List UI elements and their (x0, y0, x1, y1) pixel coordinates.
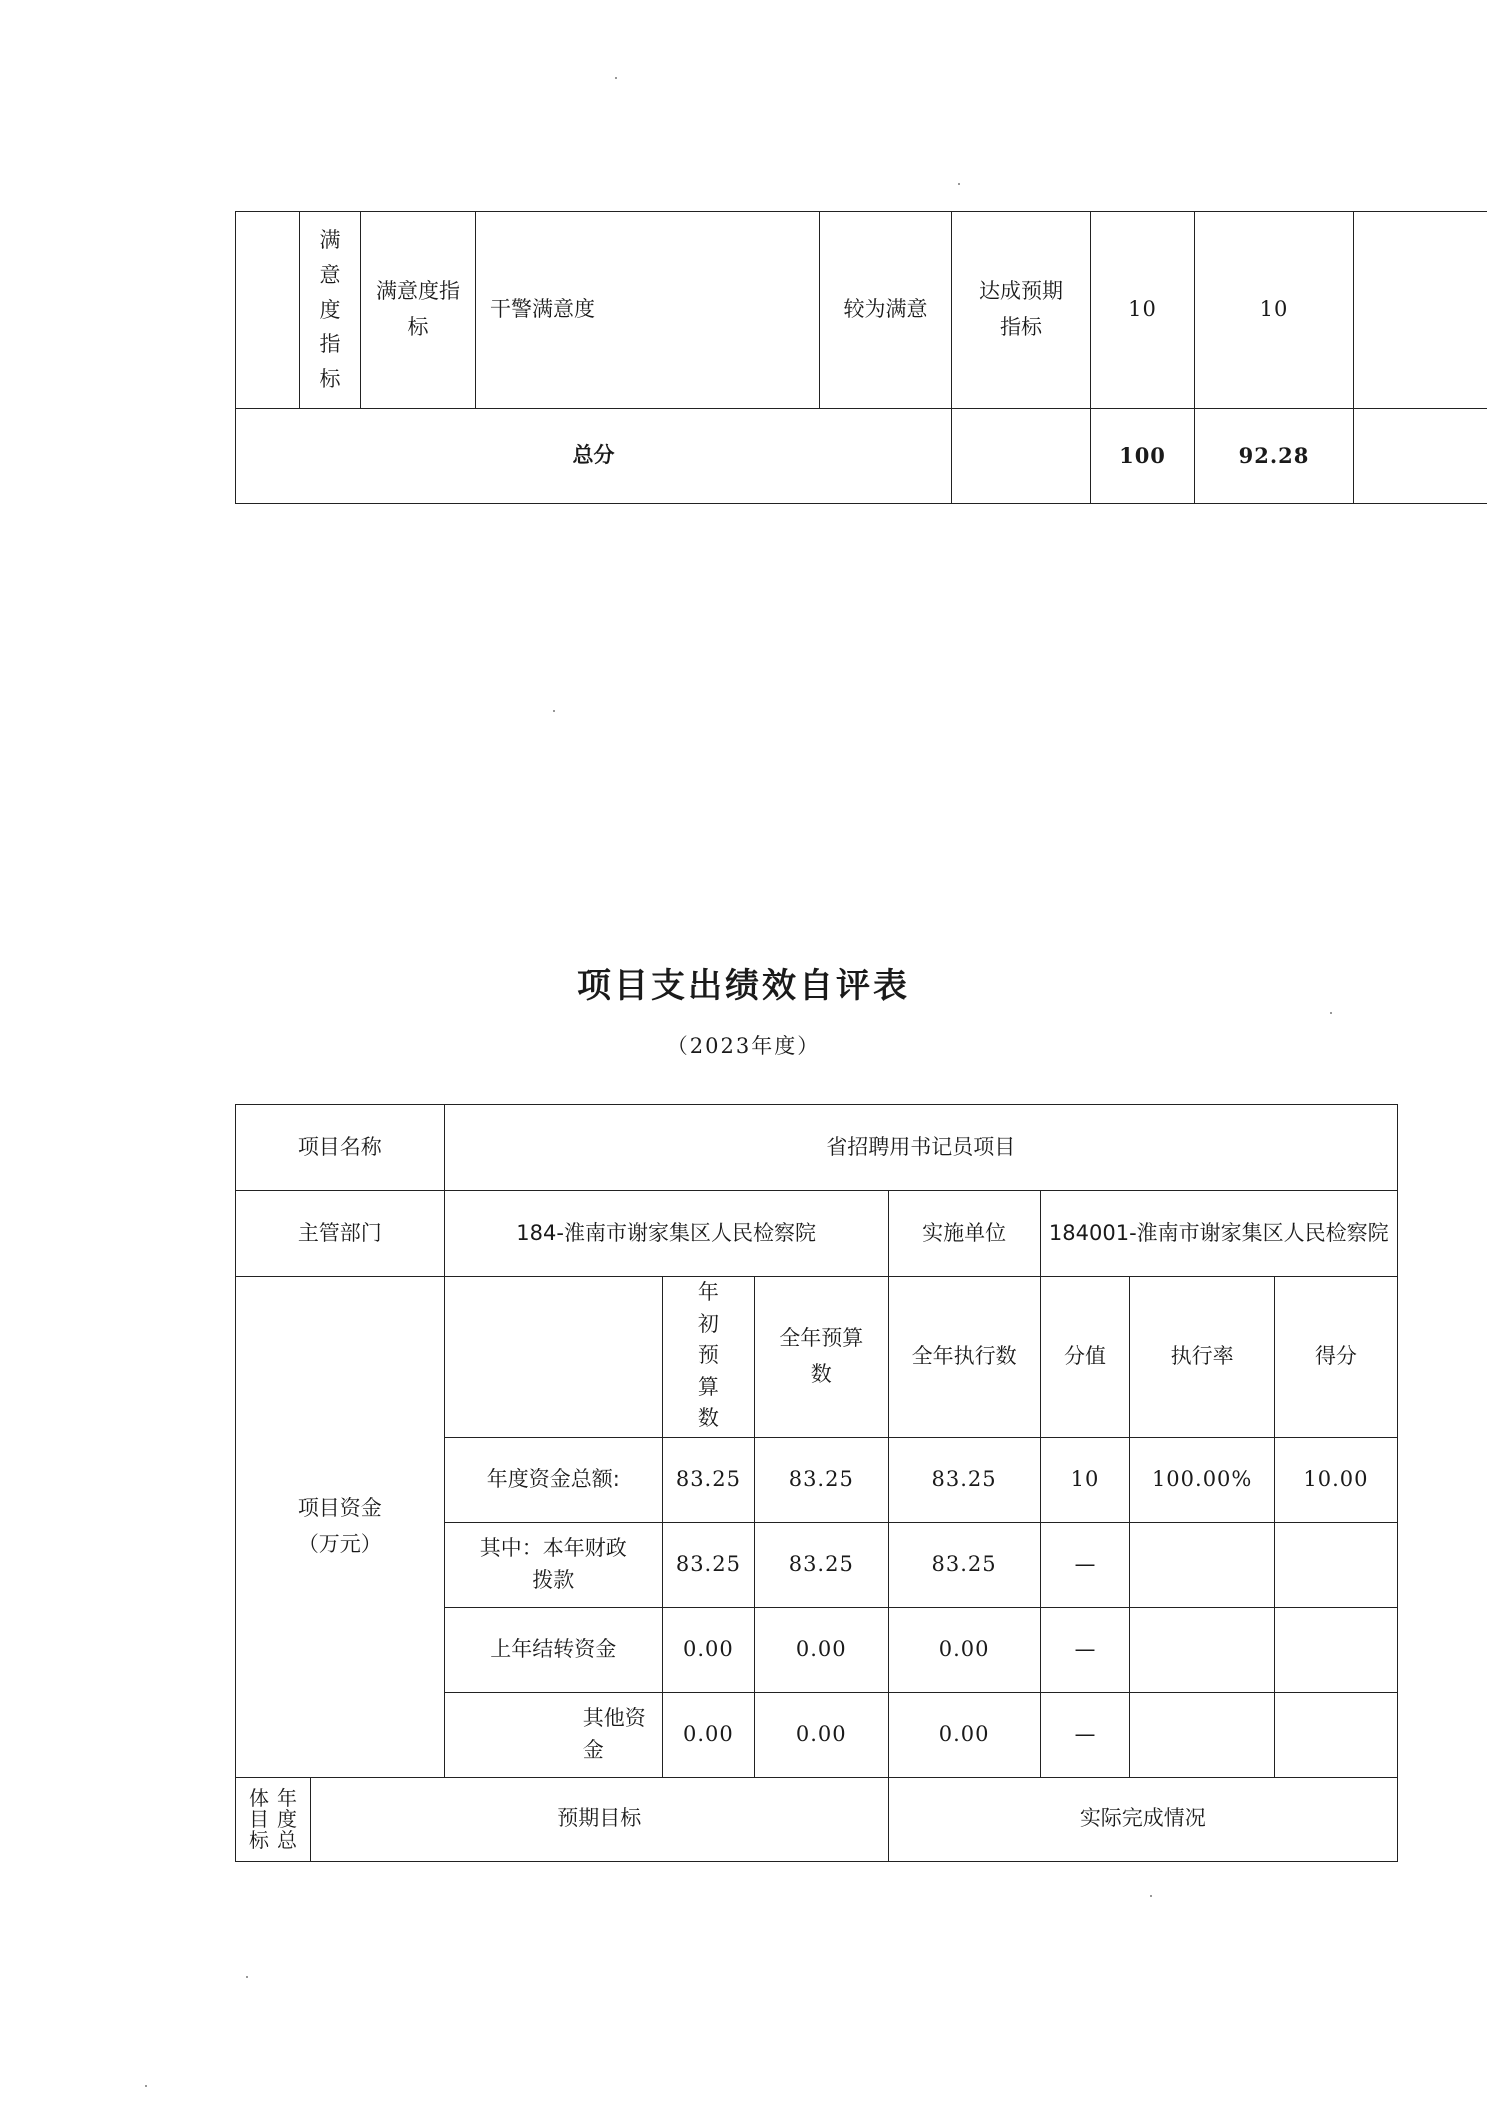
scan-speck (958, 183, 960, 185)
document-year: （2023年度） (666, 1034, 821, 1058)
weight-cell (1091, 212, 1195, 409)
project-name-label: 项目名称 (297, 1134, 382, 1159)
cell-value: — (1074, 1551, 1096, 1576)
table-cell (1274, 1522, 1397, 1607)
table-cell (662, 1522, 754, 1607)
total-weight-cell (1091, 409, 1195, 504)
header-weight (1040, 1277, 1130, 1438)
table-cell (1130, 1607, 1274, 1692)
scan-speck (1150, 1895, 1152, 1897)
weight-text: 10 (1128, 297, 1157, 322)
table-cell (1274, 1692, 1397, 1777)
table-cell (754, 1692, 888, 1777)
row-label: 年度资金总额: (486, 1466, 620, 1491)
scan-speck (145, 2085, 147, 2087)
row-label: 其中：本年财政拨款 (479, 1536, 627, 1592)
funds-label-cell (236, 1277, 445, 1778)
dept-label-cell (236, 1191, 445, 1277)
cell-value: 100.00% (1151, 1466, 1253, 1491)
project-name: 省招聘用书记员项目 (826, 1134, 1016, 1159)
table-cell (1130, 1522, 1274, 1607)
row-label: 其他资金 (582, 1706, 646, 1762)
cell-value: 0.00 (683, 1636, 734, 1661)
actual-text: 达成预期指标 (978, 279, 1063, 339)
funds-unit: （万元） (297, 1531, 382, 1556)
header-rate (1130, 1277, 1274, 1438)
header-initial-budget (662, 1277, 754, 1438)
row-carryover-label-cell (444, 1607, 662, 1692)
total-remarks-cell (1354, 409, 1487, 504)
funds-label: 项目资金 (297, 1496, 382, 1521)
goal-expected-cell (310, 1777, 888, 1861)
sub-category-text: 满意度指标 (376, 279, 460, 339)
table-cell (1040, 1607, 1130, 1692)
cell-value: — (1074, 1721, 1096, 1746)
score-cell (1195, 212, 1354, 409)
cell-value: 0.00 (795, 1721, 847, 1746)
table-cell (888, 1607, 1040, 1692)
total-score: 92.28 (1238, 443, 1310, 469)
table-cell (1040, 1692, 1130, 1777)
total-label: 总分 (572, 443, 615, 468)
total-label-cell (236, 409, 952, 504)
header-score (1274, 1277, 1397, 1438)
header-annual-budget-text: 全年预算数 (779, 1326, 864, 1386)
cell-value: — (1074, 1636, 1096, 1661)
row-label: 上年结转资金 (490, 1636, 617, 1661)
impl-label-cell (888, 1191, 1040, 1277)
target-text: 较为满意 (843, 297, 928, 322)
impl-label: 实施单位 (922, 1220, 1007, 1245)
cell-value: 10 (1070, 1466, 1100, 1491)
total-empty-cell (952, 409, 1091, 504)
scan-speck (1330, 1012, 1332, 1014)
header-blank-cell (444, 1277, 662, 1438)
cell-value: 83.25 (788, 1466, 854, 1491)
project-name-cell (444, 1105, 1397, 1191)
dept-name: 184-淮南市谢家集区人民检察院 (516, 1220, 816, 1245)
goal-actual-cell (888, 1777, 1397, 1861)
header-executed-text: 全年执行数 (911, 1344, 1017, 1368)
table-cell (754, 1607, 888, 1692)
row-total-label-cell (444, 1437, 662, 1522)
total-score-cell (1195, 409, 1354, 504)
cell-value: 0.00 (683, 1721, 734, 1746)
table-cell (888, 1437, 1040, 1522)
header-weight-text: 分值 (1064, 1344, 1106, 1368)
remarks-cell (1354, 212, 1487, 409)
table-cell (888, 1692, 1040, 1777)
header-rate-text: 执行率 (1170, 1344, 1234, 1368)
document-title: 项目支出绩效自评表 (577, 966, 910, 1006)
target-cell (820, 212, 952, 409)
cell-value: 0.00 (938, 1636, 990, 1661)
cell-value: 83.25 (788, 1551, 854, 1576)
project-name-label-cell (236, 1105, 445, 1191)
score-table-continued (235, 211, 1487, 504)
score-text: 10 (1259, 297, 1289, 322)
table-cell (1040, 1522, 1130, 1607)
impl-unit-cell (1040, 1191, 1397, 1277)
evaluation-table (235, 1104, 1398, 1862)
goal-label-col2: 体目标 (248, 1785, 269, 1852)
goal-expected: 预期目标 (557, 1806, 642, 1831)
cell-value: 10.00 (1303, 1466, 1369, 1491)
header-initial-budget-text: 年初预算数 (697, 1280, 719, 1430)
category-cell (300, 212, 361, 409)
dept-label: 主管部门 (297, 1220, 382, 1245)
row-other-label-cell (444, 1692, 662, 1777)
scan-speck (246, 1976, 248, 1978)
category-text: 满意度指标 (319, 228, 341, 391)
actual-cell (952, 212, 1091, 409)
table-cell (1130, 1437, 1274, 1522)
impl-unit: 184001-淮南市谢家集区人民检察院 (1048, 1221, 1389, 1246)
table-cell (662, 1437, 754, 1522)
table-cell (888, 1522, 1040, 1607)
scan-speck (615, 77, 617, 79)
goal-actual: 实际完成情况 (1079, 1806, 1206, 1831)
goal-label-col1: 年度总 (276, 1785, 297, 1852)
table-cell (754, 1437, 888, 1522)
row-fiscal-label-cell (444, 1522, 662, 1607)
total-weight: 100 (1119, 443, 1166, 469)
cell-value: 83.25 (675, 1551, 741, 1576)
dept-cell (444, 1191, 888, 1277)
table-cell (662, 1692, 754, 1777)
indicator-text: 干警满意度 (490, 297, 595, 322)
table-cell (1040, 1437, 1130, 1522)
table-cell (1130, 1692, 1274, 1777)
cell-value: 83.25 (675, 1466, 741, 1491)
table-cell (754, 1522, 888, 1607)
cell-value: 83.25 (931, 1466, 997, 1491)
sub-category-cell (361, 212, 476, 409)
cell-value: 0.00 (938, 1721, 990, 1746)
table-cell (1274, 1607, 1397, 1692)
header-score-text: 得分 (1314, 1344, 1357, 1368)
table-cell (1274, 1437, 1397, 1522)
goal-label-cell (236, 1777, 311, 1861)
scan-speck (553, 710, 555, 712)
empty-category-cell (236, 212, 300, 409)
header-annual-budget (754, 1277, 888, 1438)
cell-value: 83.25 (931, 1551, 997, 1576)
indicator-cell (476, 212, 820, 409)
cell-value: 0.00 (795, 1636, 847, 1661)
table-cell (662, 1607, 754, 1692)
header-executed (888, 1277, 1040, 1438)
